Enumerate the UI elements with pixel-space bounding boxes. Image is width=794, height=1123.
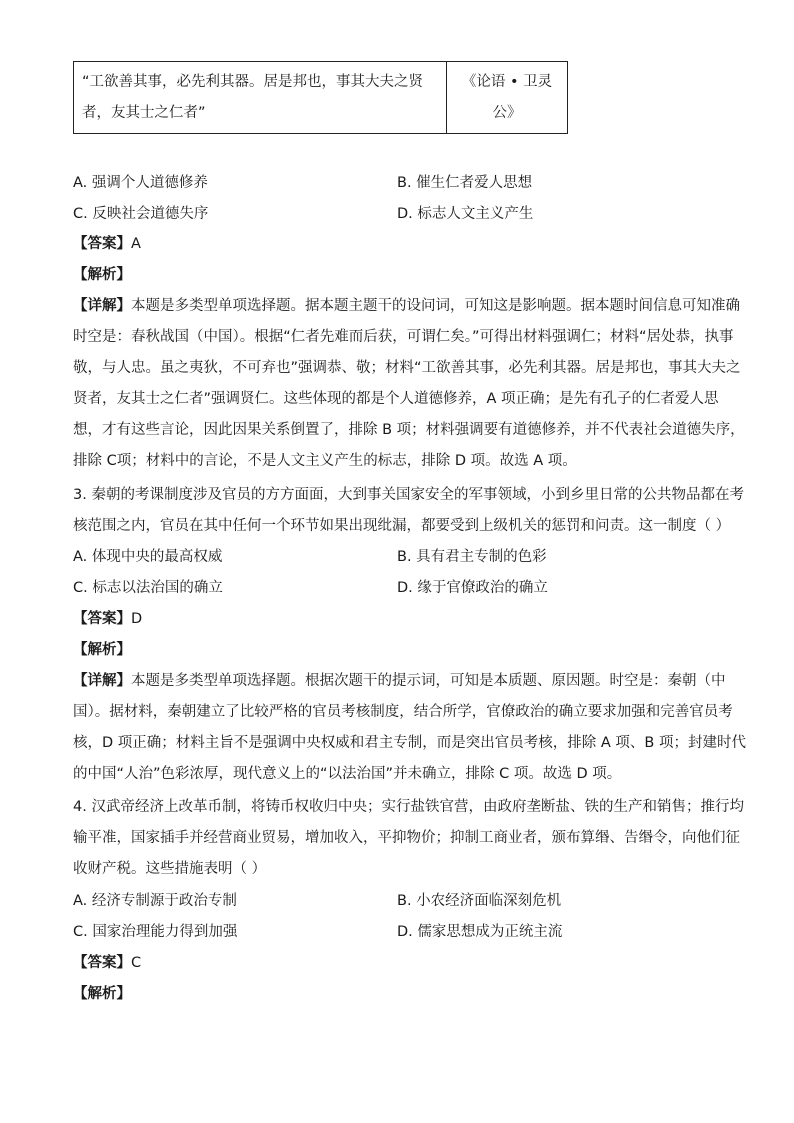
q2-detail-line: 排除 C项；材料中的言论，不是人文主义产生的标志，排除 D 项。故选 A 项。 [73, 453, 577, 469]
q3-option-b: B. 具有君主专制的色彩 [397, 549, 547, 565]
answer-tag: 【答案】 [73, 236, 131, 252]
answer-tag: 【答案】 [73, 611, 131, 627]
detail-tag: 【详解】 [73, 298, 131, 314]
analysis-tag: 【解析】 [73, 642, 131, 658]
quote-line-1: “工欲善其事，必先利其器。居是邦也，事其大夫之贤 [82, 73, 424, 90]
q2-option-d: D. 标志人文主义产生 [397, 206, 534, 222]
q4-stem-line: 输平准，国家插手并经营商业贸易，增加收入，平抑物价；抑制工商业者，颁布算缗、告缗令，向他们征 [73, 830, 740, 846]
q2-detail-line [73, 296, 740, 316]
q3-option-c: C. 标志以法治国的确立 [73, 580, 223, 596]
q2-option-b: B. 催生仁者爱人思想 [397, 175, 533, 191]
q2-detail-line: 时空是：春秋战国（中国）。根据“仁者先难而后获，可谓仁矣。”可得出材料强调仁；材料“居处恭，执事 [73, 329, 734, 345]
detail-text: 本题是多类型单项选择题。据本题主题干的设问词，可知这是影响题。据本题时间信息可知准确 [131, 298, 740, 314]
q4-option-d: D. 儒家思想成为正统主流 [397, 924, 563, 940]
quote-line-2: 者，友其士之仁者” [82, 104, 206, 121]
q2-option-a: A. 强调个人道德修养 [73, 175, 208, 191]
q4-analysis-tag [73, 984, 131, 1004]
detail-text: 本题是多类型单项选择题。根据次题干的提示词，可知是本质题、原因题。时空是：秦朝（中 [131, 673, 726, 689]
q3-option-a: A. 体现中央的最高权威 [73, 549, 223, 565]
q3-stem-line: 核范围之内，官员在其中任何一个环节如果出现纰漏，都要受到上级机关的惩罚和问责。这一制度（ ） [73, 518, 731, 534]
source-table [73, 61, 568, 134]
q3-detail-line: 核，D 项正确；材料主旨不是强调中央权威和君主专制，而是突出官员考核，排除 A 项、B 项；封建时代 [73, 735, 746, 751]
q4-option-c: C. 国家治理能力得到加强 [73, 924, 238, 940]
q2-detail-line: 贤者，友其士之仁者”强调贤仁。这些体现的都是个人道德修养，A 项正确；是先有孔子的仁者爱人思 [73, 391, 719, 407]
q4-option-a: A. 经济专制源于政治专制 [73, 893, 237, 909]
q3-analysis-tag [73, 640, 131, 660]
q4-answer [73, 953, 141, 973]
answer-value: C [131, 955, 142, 971]
quote-cell [74, 62, 447, 134]
analysis-tag: 【解析】 [73, 267, 131, 283]
analysis-tag: 【解析】 [73, 986, 131, 1002]
q2-answer [73, 234, 141, 254]
answer-tag: 【答案】 [73, 955, 131, 971]
q2-option-c: C. 反映社会道德失序 [73, 206, 209, 222]
q2-detail-line: 敬，与人忠。虽之夷狄，不可弃也”强调恭、敬；材料“工欲善其事，必先利其器。居是邦也，事其大夫之 [73, 360, 741, 376]
q4-stem-line: 4. 汉武帝经济上改革币制，将铸币权收归中央；实行盐铁官营，由政府垄断盐、铁的生产和销售；推行均 [73, 799, 744, 815]
q2-detail-line: 想，才有这些言论，因此因果关系倒置了，排除 B 项；材料强调要有道德修养，并不代表社会道德失序， [73, 422, 745, 438]
q3-stem-line: 3. 秦朝的考课制度涉及官员的方方面面，大到事关国家安全的军事领域，小到乡里日常的公共物品都在考 [73, 487, 744, 503]
q2-analysis-tag [73, 265, 131, 285]
answer-value: A [131, 236, 141, 252]
answer-value: D [131, 611, 143, 627]
detail-tag: 【详解】 [73, 673, 131, 689]
q3-answer [73, 609, 142, 629]
q3-detail-line: 国）。据材料，秦朝建立了比较严格的官员考核制度，结合所学，官僚政治的确立要求加强和完善官员考 [73, 704, 733, 720]
source-cell: 《论语 • 卫灵公》 [447, 62, 568, 134]
q4-option-b: B. 小农经济面临深刻危机 [397, 893, 562, 909]
q3-option-d: D. 缘于官僚政治的确立 [397, 580, 548, 596]
q4-stem-line: 收财产税。这些措施表明（ ） [73, 861, 267, 877]
q3-detail-line: 的中国“人治”色彩浓厚，现代意义上的“以法治国”并未确立，排除 C 项。故选 D 项。 [73, 766, 622, 782]
q3-detail-line [73, 671, 726, 691]
